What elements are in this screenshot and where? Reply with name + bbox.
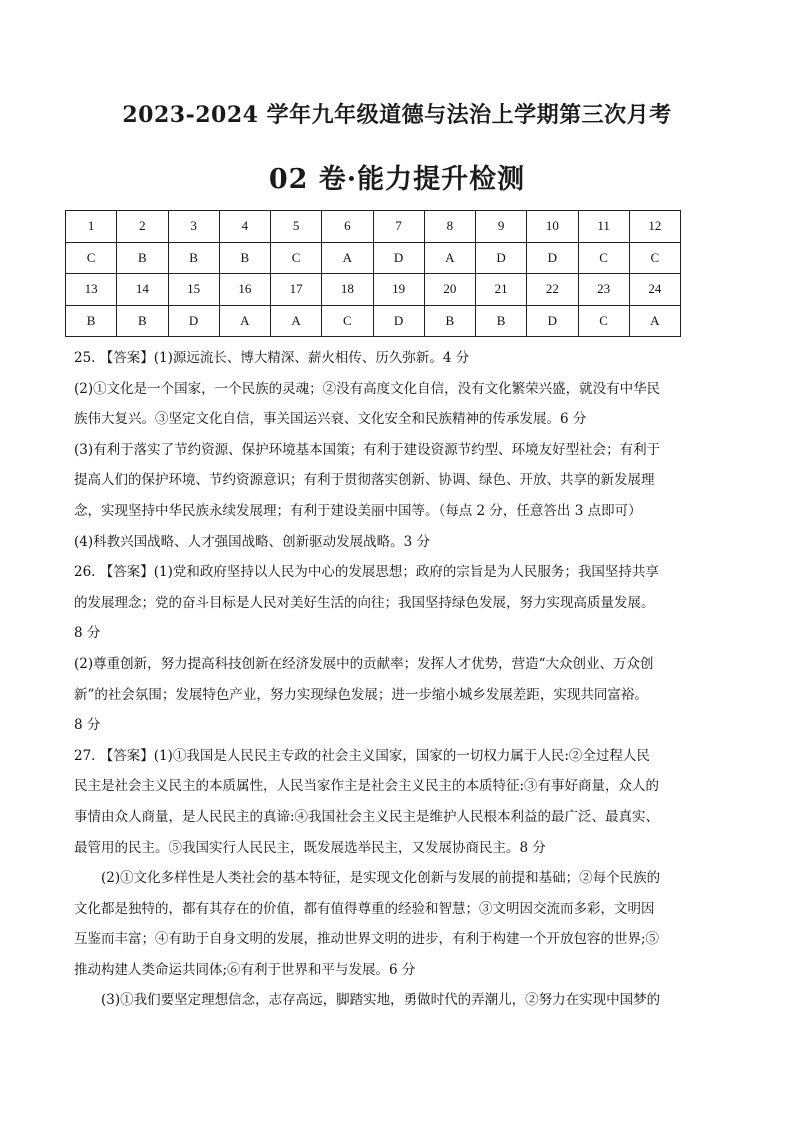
answer-key-cell: D — [476, 242, 527, 274]
question-number-cell: 20 — [424, 274, 475, 306]
answer-table — [65, 210, 681, 337]
answer-key-cell: B — [476, 305, 527, 337]
answer-text-line: 26. 【答案】(1)党和政府坚持以人民为中心的发展思想；政府的宗旨是为人民服务；我国坚持共享 — [74, 564, 659, 581]
answer-key-cell: A — [271, 305, 322, 337]
page-subtitle: 02 卷·能力提升检测 — [268, 164, 526, 195]
answer-text-line: 25. 【答案】(1)源远流长、博大精深、薪火相传、历久弥新。4 分 — [74, 350, 470, 366]
question-number-cell: 8 — [424, 211, 475, 243]
answer-text-line: 文化都是独特的，都有其存在的价值，都有值得尊重的经验和智慧；③文明因交流而多彩，文明因 — [74, 900, 655, 917]
question-number-cell: 24 — [629, 274, 680, 306]
question-number-row — [66, 274, 681, 306]
question-number-cell: 15 — [168, 274, 219, 306]
answer-text-line: (2)①文化是一个国家，一个民族的灵魂；②没有高度文化自信，没有文化繁荣兴盛，就没有中华民 — [74, 380, 661, 397]
answer-key-cell: C — [578, 242, 629, 274]
answer-key-cell: A — [322, 242, 373, 274]
answer-text-line: 新”的社会氛围；发展特色产业，努力实现绿色发展；进一步缩小城乡发展差距，实现共同富裕。 — [74, 686, 648, 703]
answer-text-line: 民主是社会主义民主的本质属性，人民当家作主是社会主义民主的本质特征:③有事好商量，众人的 — [74, 778, 660, 795]
answer-key-cell: B — [219, 242, 270, 274]
answer-key-cell: D — [527, 305, 578, 337]
answer-key-cell: D — [527, 242, 578, 274]
question-number-cell: 19 — [373, 274, 424, 306]
question-number-cell: 18 — [322, 274, 373, 306]
question-number-cell: 6 — [322, 211, 373, 243]
answer-key-cell: C — [578, 305, 629, 337]
question-number-cell: 11 — [578, 211, 629, 243]
answer-text-line: 8 分 — [74, 625, 101, 642]
answer-text-line: 族伟大复兴。③坚定文化自信，事关国运兴衰、文化安全和民族精神的传承发展。6 分 — [74, 411, 587, 428]
answer-text-line: 念，实现坚持中华民族永续发展理；有利于建设美丽中国等。（每点 2 分，任意答出 3 点即可） — [74, 502, 642, 519]
question-number-row — [66, 211, 681, 243]
question-number-cell: 12 — [629, 211, 680, 243]
answer-text-line: 27. 【答案】(1)①我国是人民民主专政的社会主义国家，国家的一切权力属于人民:②全过程人民 — [74, 747, 650, 764]
answer-key-cell: D — [373, 305, 424, 337]
answer-text-line: 推动构建人类命运共同体;⑥有利于世界和平与发展。6 分 — [74, 961, 416, 978]
answer-text-line: (2)①文化多样性是人类社会的基本特征，是实现文化创新与发展的前提和基础；②每个民族的 — [101, 870, 661, 887]
question-number-cell: 17 — [271, 274, 322, 306]
answer-key-cell: C — [66, 242, 117, 274]
answer-key-cell: D — [373, 242, 424, 274]
question-number-cell: 14 — [117, 274, 168, 306]
question-number-cell: 2 — [117, 211, 168, 243]
answer-text-line: (2)尊重创新，努力提高科技创新在经济发展中的贡献率；发挥人才优势，营造“大众创业、万众创 — [74, 655, 654, 672]
answer-key-cell: A — [219, 305, 270, 337]
answer-text-line: (4)科教兴国战略、人才强国战略、创新驱动发展战略。3 分 — [74, 533, 431, 550]
answer-text-line: 互鉴而丰富；④有助于自身文明的发展，推动世界文明的进步，有利于构建一个开放包容的世界;⑤ — [74, 931, 660, 948]
answer-key-cell: C — [322, 305, 373, 337]
answer-text-line: (3)①我们要坚定理想信念，志存高远，脚踏实地，勇做时代的弄潮儿，②努力在实现中国梦的 — [101, 992, 661, 1009]
question-number-cell: 3 — [168, 211, 219, 243]
answer-key-cell: D — [168, 305, 219, 337]
answer-text-line: (3)有利于落实了节约资源、保护环境基本国策；有利于建设资源节约型、环境友好型社会；有利于 — [74, 441, 661, 458]
question-number-cell: 4 — [219, 211, 270, 243]
question-number-cell: 13 — [66, 274, 117, 306]
answer-key-cell: B — [424, 305, 475, 337]
answer-key-cell: C — [629, 242, 680, 274]
answer-text-line: 的发展理念；党的奋斗目标是人民对美好生活的向往；我国坚持绿色发展，努力实现高质量发展。 — [74, 594, 655, 611]
answer-key-cell: B — [117, 305, 168, 337]
question-number-cell: 9 — [476, 211, 527, 243]
answer-key-cell: B — [117, 242, 168, 274]
question-number-cell: 5 — [271, 211, 322, 243]
question-number-cell: 21 — [476, 274, 527, 306]
question-number-cell: 7 — [373, 211, 424, 243]
question-number-cell: 16 — [219, 274, 270, 306]
answer-key-cell: B — [168, 242, 219, 274]
question-number-cell: 10 — [527, 211, 578, 243]
page-title: 2023-2024 学年九年级道德与法治上学期第三次月考 — [122, 102, 672, 128]
answer-key-cell: B — [66, 305, 117, 337]
answer-key-cell: C — [271, 242, 322, 274]
answer-key-row — [66, 305, 681, 337]
question-number-cell: 23 — [578, 274, 629, 306]
answer-text-line: 8 分 — [74, 717, 101, 734]
answer-text-line: 提高人们的保护环境、节约资源意识；有利于贯彻落实创新、协调、绿色、开放、共享的新发展理 — [74, 472, 655, 489]
question-number-cell: 22 — [527, 274, 578, 306]
answer-key-cell: A — [629, 305, 680, 337]
answer-text-line: 事情由众人商量，是人民民主的真谛:④我国社会主义民主是维护人民根本利益的最广泛、最真实、 — [74, 808, 660, 825]
answer-key-cell: A — [424, 242, 475, 274]
answer-key-row — [66, 242, 681, 274]
answer-text-line: 最管用的民主。⑤我国实行人民民主，既发展选举民主，又发展协商民主。8 分 — [74, 839, 546, 856]
answer-explanations — [74, 343, 688, 1016]
question-number-cell: 1 — [66, 211, 117, 243]
